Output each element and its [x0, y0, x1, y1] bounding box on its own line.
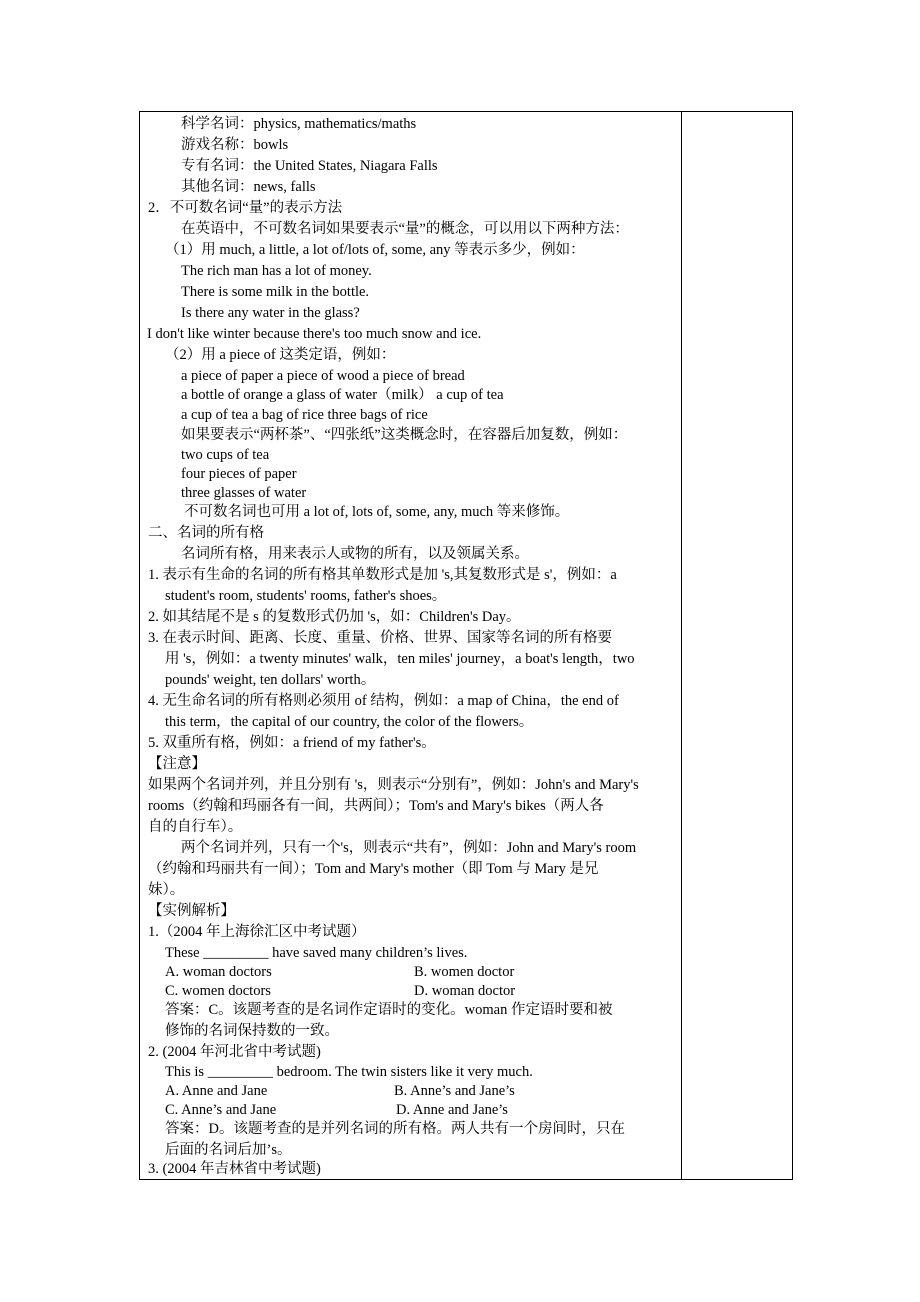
- list-item: 5. 双重所有格，例如：a friend of my father's。: [148, 735, 436, 751]
- list-item-continued: student's room, students' rooms, father's shoes。: [165, 588, 447, 604]
- question-title: 3. (2004 年吉林省中考试题): [148, 1161, 321, 1177]
- text-line: 如果两个名词并列，并且分别有 's，则表示“分别有”，例如：John's and Mary's: [148, 777, 639, 793]
- question-title: 1.（2004 年上海徐汇区中考试题）: [148, 924, 366, 940]
- column-divider: [681, 112, 682, 1179]
- example-line: I don't like winter because there's too much snow and ice.: [147, 326, 482, 342]
- option-b: B. Anne’s and Jane’s: [394, 1083, 515, 1099]
- answer-line: 修饰的名词保持数的一致。: [165, 1023, 339, 1039]
- section-heading: 2．不可数名词“量”的表示方法: [148, 200, 343, 216]
- answer-line: 答案：D。该题考查的是并列名词的所有格。两人共有一个房间时，只在: [165, 1121, 625, 1137]
- text-line: 名词所有格，用来表示人或物的所有，以及领属关系。: [181, 546, 529, 562]
- note-heading: 【注意】: [148, 756, 206, 772]
- option-d: D. Anne and Jane’s: [396, 1102, 508, 1118]
- document-table: [139, 111, 793, 1180]
- text-line: 在英语中，不可数名词如果要表示“量”的概念，可以用以下两种方法：: [181, 221, 629, 237]
- option-a: A. woman doctors: [165, 964, 272, 980]
- example-line: There is some milk in the bottle.: [181, 284, 370, 300]
- question-stem: These _________ have saved many children’s lives.: [165, 945, 468, 961]
- list-item-continued: 用 's，例如：a twenty minutes' walk，ten miles' journey，a boat's length，two: [165, 651, 635, 667]
- option-d: D. woman doctor: [414, 983, 516, 999]
- example-line: a bottle of orange a glass of water（milk） a cup of tea: [181, 387, 504, 403]
- example-line: a cup of tea a bag of rice three bags of rice: [181, 407, 428, 423]
- question-title: 2. (2004 年河北省中考试题): [148, 1044, 321, 1060]
- list-item: 2. 如其结尾不是 s 的复数形式仍加 's，如：Children's Day。: [148, 609, 521, 625]
- text-line: 妹）。: [148, 882, 185, 898]
- text-line: 自的自行车）。: [148, 819, 243, 835]
- list-item: 3. 在表示时间、距离、长度、重量、价格、世界、国家等名词的所有格要: [148, 630, 612, 646]
- example-line: four pieces of paper: [181, 466, 297, 482]
- list-item: 4. 无生命名词的所有格则必须用 of 结构，例如：a map of China，the end of: [148, 693, 619, 709]
- example-line: Is there any water in the glass?: [181, 305, 360, 321]
- question-stem: This is _________ bedroom. The twin sisters like it very much.: [165, 1064, 533, 1080]
- text-line: 如果要表示“两杯茶”、“四张纸”这类概念时，在容器后加复数，例如：: [181, 427, 628, 443]
- option-c: C. Anne’s and Jane: [165, 1102, 277, 1118]
- text-line: 游戏名称：bowls: [181, 137, 289, 153]
- text-line: （约翰和玛丽共有一间）；Tom and Mary's mother（即 Tom 与 Mary 是兄: [148, 861, 599, 877]
- text-line: （2）用 a piece of 这类定语，例如：: [165, 347, 396, 363]
- example-line: three glasses of water: [181, 485, 307, 501]
- list-item: 1. 表示有生命的名词的所有格其单数形式是加 's,其复数形式是 s'，例如：a: [148, 567, 617, 583]
- text-line: 不可数名词也可用 a lot of, lots of, some, any, much 等来修饰。: [184, 504, 570, 520]
- text-line: rooms（约翰和玛丽各有一间，共两间）；Tom's and Mary's bikes（两人各: [148, 798, 604, 814]
- option-b: B. women doctor: [414, 964, 515, 980]
- answer-line: 后面的名词后加’s。: [165, 1142, 292, 1158]
- section-heading: 二、名词的所有格: [148, 525, 264, 541]
- example-line: The rich man has a lot of money.: [181, 263, 372, 279]
- text-line: 专有名词：the United States, Niagara Falls: [181, 158, 438, 174]
- option-a: A. Anne and Jane: [165, 1083, 268, 1099]
- answer-line: 答案：C。该题考查的是名词作定语时的变化。woman 作定语时要和被: [165, 1002, 613, 1018]
- option-c: C. women doctors: [165, 983, 271, 999]
- text-line: 两个名词并列，只有一个's，则表示“共有”，例如：John and Mary's room: [181, 840, 637, 856]
- examples-heading: 【实例解析】: [148, 903, 235, 919]
- example-line: a piece of paper a piece of wood a piece of bread: [181, 368, 465, 384]
- text-line: （1）用 much, a little, a lot of/lots of, some, any 等表示多少，例如：: [165, 242, 585, 258]
- text-line: 其他名词：news, falls: [181, 179, 316, 195]
- text-line: 科学名词：physics, mathematics/maths: [181, 116, 417, 132]
- list-item-continued: this term，the capital of our country, the color of the flowers。: [165, 714, 534, 730]
- example-line: two cups of tea: [181, 447, 270, 463]
- list-item-continued: pounds' weight, ten dollars' worth。: [165, 672, 376, 688]
